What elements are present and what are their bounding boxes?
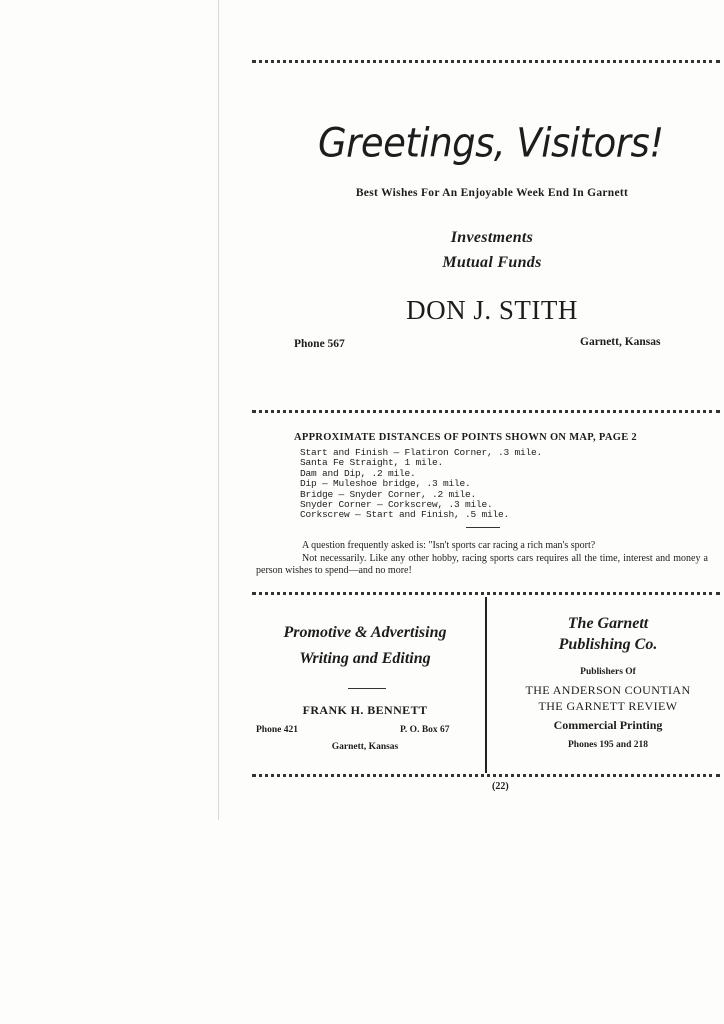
promo-line-1: Promotive & Advertising: [283, 624, 447, 641]
promo-line-2: Writing and Editing: [299, 650, 431, 667]
headline: Greetings, Visitors!: [318, 120, 664, 167]
service-mutual-funds: Mutual Funds: [442, 254, 542, 271]
list-item: Snyder Corner — Corkscrew, .3 mile.: [300, 499, 493, 511]
divider: [466, 527, 500, 528]
publishers-of: Publishers Of: [580, 667, 636, 677]
section-rule: [252, 410, 720, 413]
section-rule: [252, 592, 720, 595]
bottom-rule: [252, 774, 720, 777]
top-rule: [252, 60, 720, 63]
bennett-pobox: P. O. Box 67: [400, 725, 450, 735]
service-investments: Investments: [450, 229, 534, 246]
commercial-printing: Commercial Printing: [553, 718, 663, 732]
column-divider: [485, 597, 487, 773]
advertiser-phone: Phone 567: [294, 338, 345, 350]
page-number: (22): [492, 781, 509, 792]
advertiser-name: DON J. STITH: [406, 295, 578, 325]
divider: [348, 688, 386, 689]
list-item: Start and Finish — Flatiron Corner, .3 mile.: [300, 447, 543, 458]
question-text: A question frequently asked is: "Isn't sports car racing a rich man's sport?: [302, 540, 596, 551]
publisher-phones: Phones 195 and 218: [568, 740, 648, 750]
bennett-name: FRANK H. BENNETT: [302, 703, 428, 717]
distances-title: APPROXIMATE DISTANCES OF POINTS SHOWN ON MAP, PAGE 2: [294, 432, 637, 443]
publisher-line-2: Publishing Co.: [558, 636, 658, 653]
list-item: Dam and Dip, .2 mile.: [300, 467, 416, 479]
distances-list: [300, 448, 542, 521]
question-paragraph: [256, 540, 708, 578]
list-item: Corkscrew — Start and Finish, .5 mile.: [300, 509, 510, 521]
paper-garnett-review: THE GARNETT REVIEW: [538, 699, 678, 713]
page-edge: [218, 0, 219, 820]
subline: Best Wishes For An Enjoyable Week End In Garnett: [355, 187, 629, 199]
publisher-line-1: The Garnett: [567, 615, 649, 632]
bennett-phone: Phone 421: [256, 725, 298, 735]
advertiser-location: Garnett, Kansas: [580, 336, 661, 348]
list-item: Santa Fe Straight, 1 mile.: [300, 457, 444, 469]
answer-text: Not necessarily. Like any other hobby, racing sports cars requires all the time, interest and money a person wishes to spend—and no more!: [256, 552, 708, 576]
list-item: Bridge — Snyder Corner, .2 mile.: [300, 488, 477, 500]
paper-anderson-countian: THE ANDERSON COUNTIAN: [525, 683, 691, 697]
list-item: Dip — Muleshoe bridge, .3 mile.: [300, 478, 471, 490]
bennett-location: Garnett, Kansas: [331, 742, 399, 752]
